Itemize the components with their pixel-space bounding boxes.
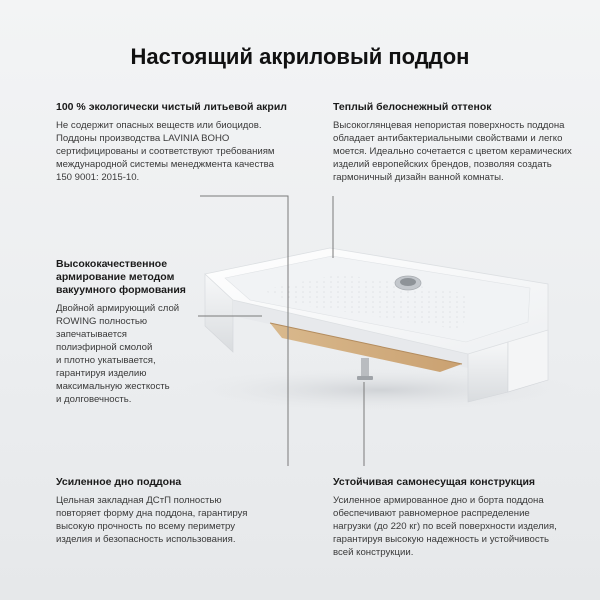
support-leg bbox=[361, 358, 369, 378]
text-line: обладает антибактериальными свойствами и легко bbox=[333, 133, 563, 144]
text-line: изделия и безопасность использования. bbox=[56, 534, 236, 545]
text-line: Не содержит опасных веществ или биоцидов. bbox=[56, 120, 262, 131]
text-line: нагрузки (до 220 кг) по всей поверхности изделия, bbox=[333, 521, 557, 532]
text-line: всей конструкции. bbox=[333, 547, 414, 558]
text-line: полиэфирной смолой bbox=[56, 342, 153, 353]
heading-line: армирование методом bbox=[56, 271, 175, 283]
text-line: изделий европейских брендов, позволяя создать bbox=[333, 159, 552, 170]
drain-hole-inner bbox=[400, 278, 416, 286]
text-line: международной системы менеджмента качества bbox=[56, 159, 274, 170]
support-foot bbox=[357, 376, 373, 380]
feature-heading: Устойчивая самонесущая конструкция bbox=[333, 476, 536, 488]
text-line: обеспечивают равномерное распределение bbox=[333, 508, 530, 519]
text-line: 150 9001: 2015-10. bbox=[56, 172, 140, 183]
heading-line: Высококачественное bbox=[56, 258, 168, 270]
text-line: гармоничный дизайн ванной комнаты. bbox=[333, 172, 504, 183]
text-line: запечатывается bbox=[56, 329, 127, 340]
text-line: и долговечность. bbox=[56, 394, 132, 405]
heading-line: вакуумного формования bbox=[56, 284, 186, 296]
feature-heading: 100 % экологически чистый литьевой акрил bbox=[56, 101, 287, 113]
text-line: высокую прочность по всему периметру bbox=[56, 521, 236, 532]
text-line: и плотно укатывается, bbox=[56, 355, 156, 366]
text-line: Поддоны производства LAVINIA BOHO bbox=[56, 133, 230, 144]
text-line: ROWING полностью bbox=[56, 316, 148, 327]
text-line: сертифицированы и соответствуют требованиям bbox=[56, 146, 275, 157]
feature-heading: Теплый белоснежный оттенок bbox=[333, 101, 492, 113]
text-line: Усиленное армированное дно и борта поддона bbox=[333, 495, 544, 506]
text-line: повторяет форму дна поддона, гарантируя bbox=[56, 508, 248, 519]
text-line: Двойной армирующий слой bbox=[56, 303, 180, 314]
text-line: гарантируя изделию bbox=[56, 368, 147, 379]
text-line: гарантируя высокую надежность и устойчивость bbox=[333, 534, 550, 545]
text-line: Высокоглянцевая непористая поверхность поддона bbox=[333, 120, 565, 131]
text-line: максимальную жесткость bbox=[56, 381, 170, 392]
page-title: Настоящий акриловый поддон bbox=[130, 44, 470, 69]
feature-heading: Усиленное дно поддона bbox=[56, 476, 182, 488]
text-line: моется. Идеально сочетается с цветом керамических bbox=[333, 146, 572, 157]
text-line: Цельная закладная ДСтП полностью bbox=[56, 495, 222, 506]
